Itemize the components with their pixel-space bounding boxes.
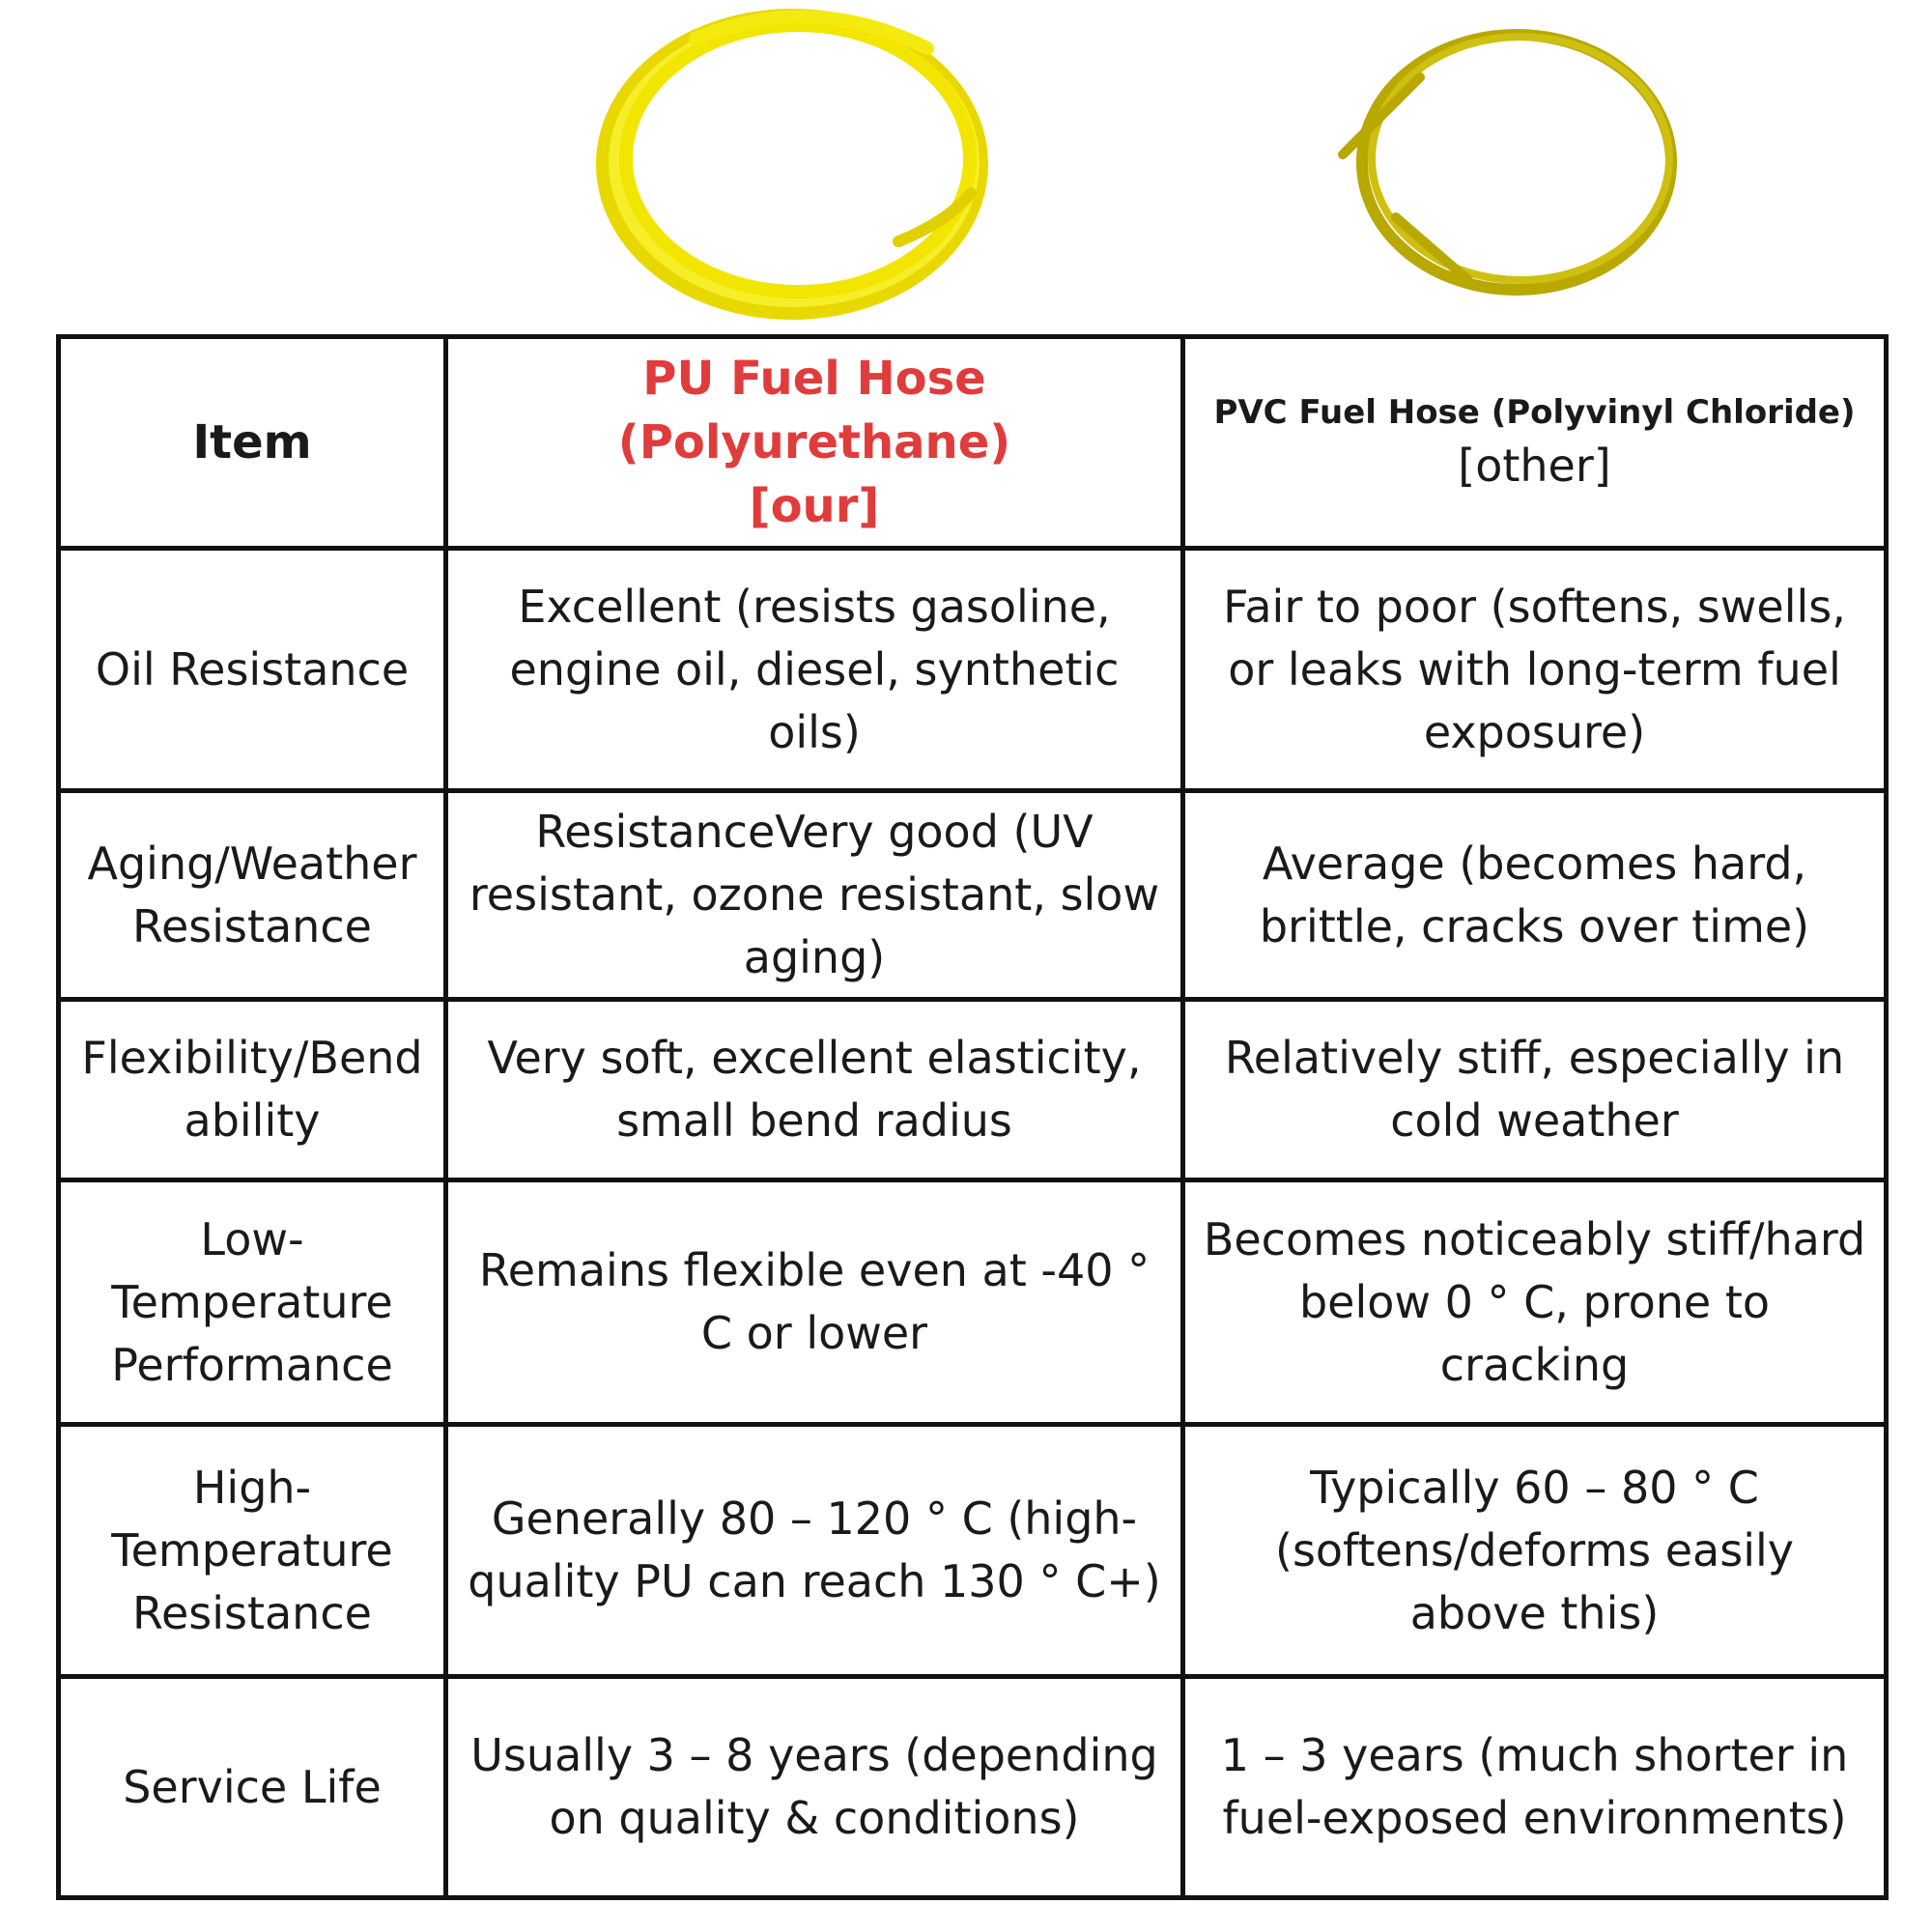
row-pu-value: Remains flexible even at -40 ° C or lower (446, 1180, 1183, 1425)
header-pu-title: PU Fuel Hose (Polyurethane) (617, 352, 1011, 469)
header-item-label: Item (192, 414, 312, 469)
row-pvc-value: Fair to poor (softens, swells, or leaks with long-term fuel exposure) (1183, 549, 1887, 791)
header-pu (446, 337, 1183, 549)
comparison-table (56, 334, 1889, 1900)
row-pu-value: ResistanceVery good (UV resistant, ozone resistant, slow aging) (446, 791, 1183, 1000)
row-item-label: Oil Resistance (59, 549, 446, 791)
pvc-hose-image (1323, 10, 1690, 309)
row-pu-value: Very soft, excellent elasticity, small bend radius (446, 1000, 1183, 1180)
table-header-row (59, 337, 1887, 549)
row-item-label: Flexibility/Bend ability (59, 1000, 446, 1180)
pu-hose-image (580, 0, 1005, 328)
header-pvc (1183, 337, 1887, 549)
row-pvc-value: Average (becomes hard, brittle, cracks over time) (1183, 791, 1887, 1000)
row-item-label: Service Life (59, 1677, 446, 1898)
row-pvc-value: 1 – 3 years (much shorter in fuel-exposed environments) (1183, 1677, 1887, 1898)
row-pu-value: Generally 80 – 120 ° C (high-quality PU can reach 130 ° C+) (446, 1425, 1183, 1677)
header-pvc-tag: [other] (1458, 440, 1611, 492)
table-row (59, 1425, 1887, 1677)
table-row (59, 1000, 1887, 1180)
row-pvc-value: Becomes noticeably stiff/hard below 0 ° C, prone to cracking (1183, 1180, 1887, 1425)
row-pvc-value: Relatively stiff, especially in cold weather (1183, 1000, 1887, 1180)
header-pvc-title: PVC Fuel Hose (Polyvinyl Chloride) (1213, 393, 1856, 432)
row-pvc-value: Typically 60 – 80 ° C (softens/deforms easily above this) (1183, 1425, 1887, 1677)
table-row (59, 549, 1887, 791)
row-item-label: Aging/Weather Resistance (59, 791, 446, 1000)
row-item-label: High-Temperature Resistance (59, 1425, 446, 1677)
row-item-label: Low-Temperature Performance (59, 1180, 446, 1425)
table-row (59, 1180, 1887, 1425)
row-pu-value: Excellent (resists gasoline, engine oil, diesel, synthetic oils) (446, 549, 1183, 791)
table-row (59, 791, 1887, 1000)
table-row (59, 1677, 1887, 1898)
header-item (59, 337, 446, 549)
header-pu-tag: [our] (749, 479, 880, 533)
row-pu-value: Usually 3 – 8 years (depending on quality & conditions) (446, 1677, 1183, 1898)
